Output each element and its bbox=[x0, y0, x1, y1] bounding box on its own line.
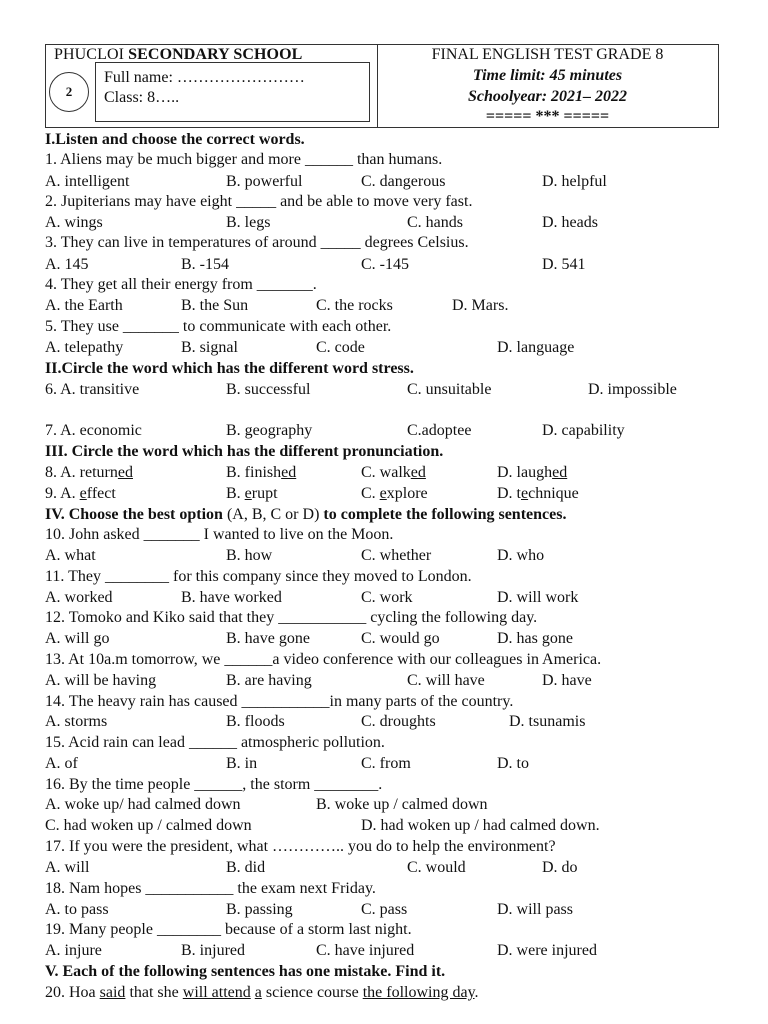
school-prefix: PHUCLOI bbox=[54, 46, 125, 63]
q8-option-d[interactable] bbox=[497, 463, 567, 483]
q4-option-d[interactable]: D. Mars. bbox=[452, 297, 509, 314]
q18-option-d[interactable]: D. will pass bbox=[497, 901, 573, 918]
q12-option-a[interactable]: A. will go bbox=[45, 630, 110, 647]
q3-option-b[interactable]: B. -154 bbox=[181, 256, 229, 273]
question-10: 10. John asked _______ I wanted to live on the Moon. bbox=[45, 526, 394, 543]
q7-option-a[interactable]: 7. A. economic bbox=[45, 422, 142, 439]
q7-option-b[interactable]: B. geography bbox=[226, 422, 313, 439]
q9d-pre: D. t bbox=[497, 485, 521, 502]
q16-option-d[interactable]: D. had woken up / had calmed down. bbox=[361, 817, 600, 834]
q20-option-b[interactable]: will attend bbox=[182, 984, 251, 1001]
q1-option-d[interactable]: D. helpful bbox=[542, 173, 607, 190]
q15-option-b[interactable]: B. in bbox=[226, 755, 258, 772]
q17-option-c[interactable]: C. would bbox=[407, 859, 466, 876]
q8-option-c[interactable] bbox=[361, 463, 426, 483]
q16-option-a[interactable]: A. woke up/ had calmed down bbox=[45, 796, 241, 813]
q8a-text: 8. A. return bbox=[45, 464, 118, 481]
q9c-underline: e bbox=[379, 485, 387, 502]
q11-option-a[interactable]: A. worked bbox=[45, 589, 113, 606]
q19-option-d[interactable]: D. were injured bbox=[497, 942, 597, 959]
q9-option-a[interactable] bbox=[45, 484, 116, 504]
school-year: Schoolyear: 2021– 2022 bbox=[467, 88, 628, 105]
q20-text-1: 20. Hoa bbox=[45, 984, 100, 1001]
s4-plain: (A, B, C or D) bbox=[222, 506, 324, 523]
q1-option-b[interactable]: B. powerful bbox=[226, 173, 303, 190]
q18-option-a[interactable]: A. to pass bbox=[45, 901, 109, 918]
full-name-label[interactable]: Full name: …………………… bbox=[104, 69, 305, 86]
q14-option-d[interactable]: D. tsunamis bbox=[509, 713, 586, 730]
q11-option-c[interactable]: C. work bbox=[361, 589, 413, 606]
q9d-post: chnique bbox=[528, 485, 579, 502]
q16-option-c[interactable]: C. had woken up / calmed down bbox=[45, 817, 252, 834]
q6-option-a[interactable]: 6. A. transitive bbox=[45, 381, 140, 398]
s4-bold-a: IV. Choose the best option bbox=[45, 506, 223, 523]
s4-bold-c: to complete the following sentences. bbox=[323, 506, 567, 523]
q19-option-a[interactable]: A. injure bbox=[45, 942, 102, 959]
q11-option-b[interactable]: B. have worked bbox=[181, 589, 282, 606]
q5-option-c[interactable]: C. code bbox=[316, 339, 365, 356]
q9a-underline: e bbox=[79, 485, 87, 502]
q9c-pre: C. bbox=[361, 485, 380, 502]
test-header bbox=[45, 44, 719, 128]
q8-option-a[interactable] bbox=[45, 463, 133, 483]
q20-text-5: . bbox=[474, 984, 479, 1001]
q9d-underline: e bbox=[521, 485, 529, 502]
q9a-post: ffect bbox=[86, 485, 116, 502]
q2-option-b[interactable]: B. legs bbox=[226, 214, 271, 231]
q16-option-b[interactable]: B. woke up / calmed down bbox=[316, 796, 488, 813]
question-12: 12. Tomoko and Kiko said that they ___________ cycling the following day. bbox=[45, 609, 538, 626]
question-1: 1. Aliens may be much bigger and more ______ than humans. bbox=[45, 151, 443, 168]
q1-option-c[interactable]: C. dangerous bbox=[361, 173, 446, 190]
q7-option-c[interactable]: C.adoptee bbox=[407, 422, 472, 439]
q8b-underline: ed bbox=[281, 464, 297, 481]
header-right-cell bbox=[377, 45, 718, 127]
q12-option-d[interactable]: D. has gone bbox=[497, 630, 573, 647]
q14-option-b[interactable]: B. floods bbox=[226, 713, 285, 730]
question-18: 18. Nam hopes ___________ the exam next Friday. bbox=[45, 880, 376, 897]
q6-option-b[interactable]: B. successful bbox=[226, 381, 311, 398]
q9-option-c[interactable] bbox=[361, 484, 428, 504]
question-19: 19. Many people ________ because of a storm last night. bbox=[45, 921, 412, 938]
q5-option-b[interactable]: B. signal bbox=[181, 339, 238, 356]
question-20 bbox=[45, 983, 479, 1003]
question-16: 16. By the time people ______, the storm ________. bbox=[45, 776, 383, 793]
q9c-post: xplore bbox=[386, 485, 428, 502]
q3-option-c[interactable]: C. -145 bbox=[361, 256, 409, 273]
section-1-heading: I.Listen and choose the correct words. bbox=[45, 131, 305, 148]
q13-option-a[interactable]: A. will be having bbox=[45, 672, 157, 689]
q18-option-c[interactable]: C. pass bbox=[361, 901, 408, 918]
question-15: 15. Acid rain can lead ______ atmospheric pollution. bbox=[45, 734, 385, 751]
q11-option-d[interactable]: D. will work bbox=[497, 589, 579, 606]
q20-option-a[interactable]: said bbox=[99, 984, 126, 1001]
q9a-pre: 9. A. bbox=[45, 485, 80, 502]
q20-text-4: science course bbox=[261, 984, 363, 1001]
q3-option-a[interactable]: A. 145 bbox=[45, 256, 89, 273]
q19-option-c[interactable]: C. have injured bbox=[316, 942, 415, 959]
q18-option-b[interactable]: B. passing bbox=[226, 901, 293, 918]
q17-option-a[interactable]: A. will bbox=[45, 859, 90, 876]
q9-option-d[interactable] bbox=[497, 484, 579, 504]
q4-option-a[interactable]: A. the Earth bbox=[45, 297, 123, 314]
q10-option-a[interactable]: A. what bbox=[45, 547, 96, 564]
time-limit: Time limit: 45 minutes bbox=[472, 67, 623, 84]
q19-option-b[interactable]: B. injured bbox=[181, 942, 245, 959]
q17-option-b[interactable]: B. did bbox=[226, 859, 266, 876]
q9b-pre: B. bbox=[226, 485, 245, 502]
q8c-underline: ed bbox=[410, 464, 426, 481]
question-3: 3. They can live in temperatures of around _____ degrees Celsius. bbox=[45, 234, 469, 251]
q10-option-c[interactable]: C. whether bbox=[361, 547, 432, 564]
q20-option-d[interactable]: the following day bbox=[362, 984, 475, 1001]
q6-option-d[interactable]: D. impossible bbox=[588, 381, 677, 398]
q8d-underline: ed bbox=[552, 464, 568, 481]
exam-code-number: 2 bbox=[65, 84, 73, 99]
q7-option-d[interactable]: D. capability bbox=[542, 422, 625, 439]
question-4: 4. They get all their energy from _______. bbox=[45, 276, 317, 293]
q2-option-a[interactable]: A. wings bbox=[45, 214, 103, 231]
section-4-heading bbox=[45, 505, 566, 525]
q8a-underline: ed bbox=[117, 464, 133, 481]
q15-option-a[interactable]: A. of bbox=[45, 755, 78, 772]
question-11: 11. They ________ for this company since they moved to London. bbox=[45, 568, 472, 585]
q2-option-c[interactable]: C. hands bbox=[407, 214, 463, 231]
q8b-text: B. finish bbox=[226, 464, 282, 481]
exam-code-circle bbox=[49, 72, 89, 112]
q8-option-b[interactable] bbox=[226, 463, 296, 483]
q12-option-b[interactable]: B. have gone bbox=[226, 630, 310, 647]
q20-text-2: that she bbox=[125, 984, 183, 1001]
question-13: 13. At 10a.m tomorrow, we ______a video conference with our colleagues in America. bbox=[45, 651, 602, 668]
section-2-heading: II.Circle the word which has the different word stress. bbox=[45, 360, 414, 377]
q10-option-b[interactable]: B. how bbox=[226, 547, 273, 564]
q14-option-a[interactable]: A. storms bbox=[45, 713, 108, 730]
q5-option-a[interactable]: A. telepathy bbox=[45, 339, 124, 356]
q15-option-d[interactable]: D. to bbox=[497, 755, 529, 772]
q8c-text: C. walk bbox=[361, 464, 411, 481]
q3-option-d[interactable]: D. 541 bbox=[542, 256, 586, 273]
q20-option-c[interactable]: a bbox=[254, 984, 262, 1001]
class-label[interactable]: Class: 8….. bbox=[104, 89, 180, 106]
question-2: 2. Jupiterians may have eight _____ and be able to move very fast. bbox=[45, 193, 473, 210]
student-info-box bbox=[95, 62, 370, 122]
q5-option-d[interactable]: D. language bbox=[497, 339, 575, 356]
q4-option-b[interactable]: B. the Sun bbox=[181, 297, 249, 314]
section-5-heading: V. Each of the following sentences has one mistake. Find it. bbox=[45, 963, 446, 980]
q14-option-c[interactable]: C. droughts bbox=[361, 713, 436, 730]
q10-option-d[interactable]: D. who bbox=[497, 547, 545, 564]
header-left-cell bbox=[46, 45, 378, 127]
school-bold: SECONDARY SCHOOL bbox=[128, 46, 303, 63]
header-divider: ===== *** ===== bbox=[485, 108, 610, 125]
q2-option-d[interactable]: D. heads bbox=[542, 214, 598, 231]
q1-option-a[interactable]: A. intelligent bbox=[45, 173, 130, 190]
q13-option-c[interactable]: C. will have bbox=[407, 672, 485, 689]
q9b-post: rupt bbox=[251, 485, 278, 502]
section-3-heading: III. Circle the word which has the different pronunciation. bbox=[45, 443, 444, 460]
q15-option-c[interactable]: C. from bbox=[361, 755, 411, 772]
q9-option-b[interactable] bbox=[226, 484, 278, 504]
q9b-underline: e bbox=[244, 485, 252, 502]
q17-option-d[interactable]: D. do bbox=[542, 859, 578, 876]
q13-option-d[interactable]: D. have bbox=[542, 672, 592, 689]
q6-option-c[interactable]: C. unsuitable bbox=[407, 381, 492, 398]
q12-option-c[interactable]: C. would go bbox=[361, 630, 440, 647]
question-5: 5. They use _______ to communicate with each other. bbox=[45, 318, 392, 335]
question-14: 14. The heavy rain has caused ___________in many parts of the country. bbox=[45, 693, 514, 710]
q13-option-b[interactable]: B. are having bbox=[226, 672, 312, 689]
test-title: FINAL ENGLISH TEST GRADE 8 bbox=[431, 46, 664, 63]
q8d-text: D. laugh bbox=[497, 464, 553, 481]
q4-option-c[interactable]: C. the rocks bbox=[316, 297, 393, 314]
question-17: 17. If you were the president, what ………….. you do to help the environment? bbox=[45, 838, 556, 855]
